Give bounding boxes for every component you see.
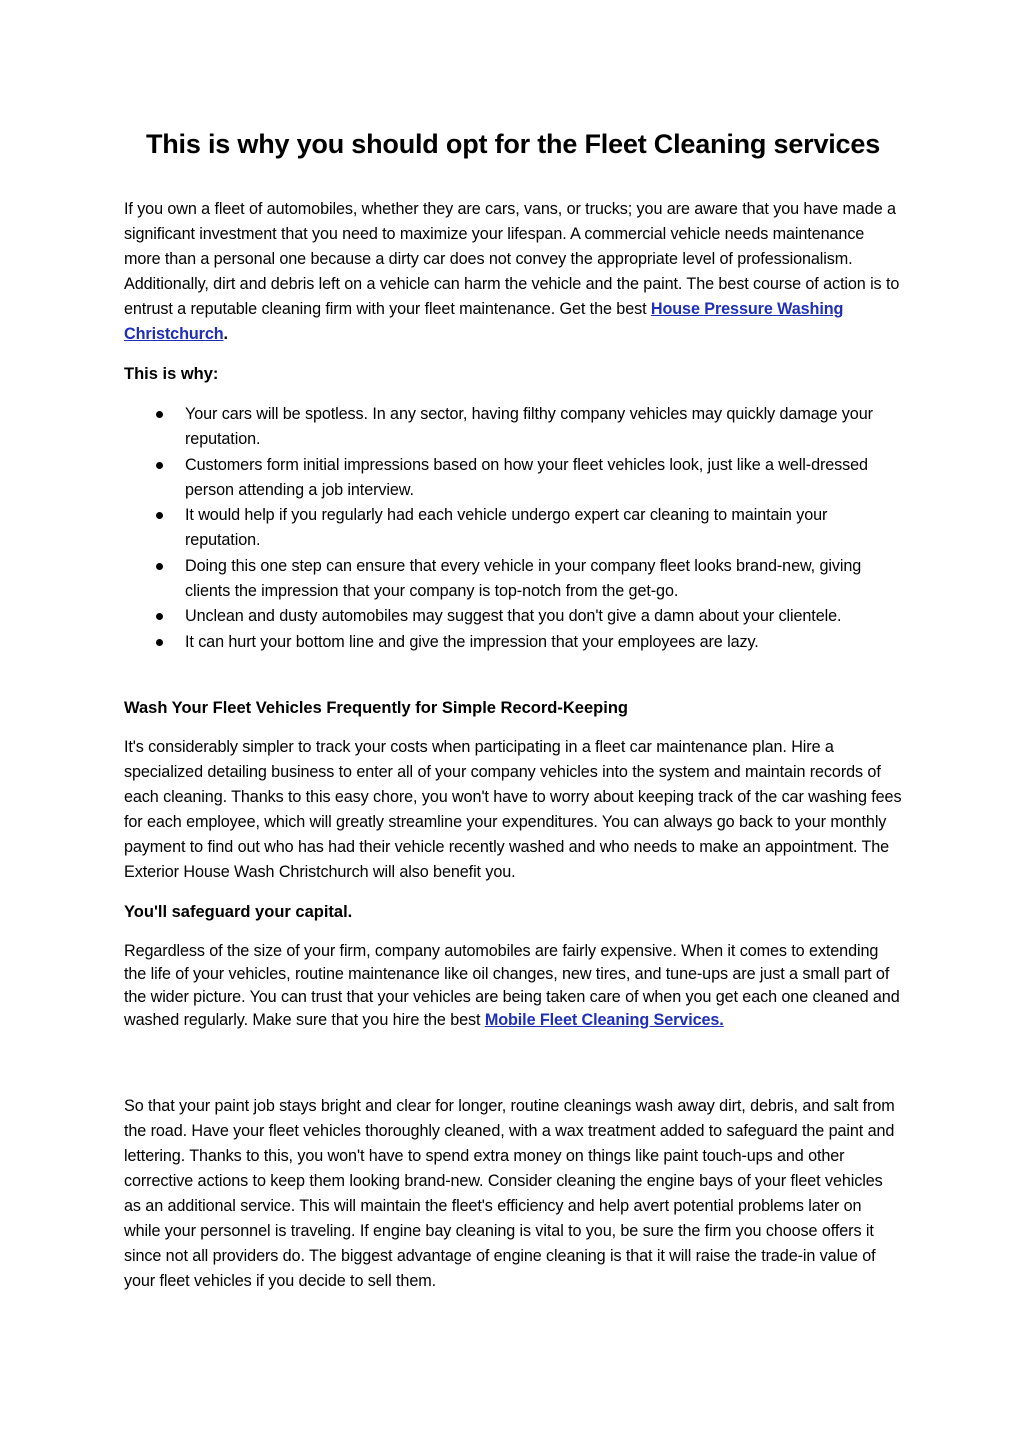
- paint-paragraph: So that your paint job stays bright and clear for longer, routine cleanings wash away dirt, debris, and salt from the road. Have your fleet vehicles thoroughly cleaned, with a wax treatment added to safeguard the paint and lettering. Thanks to this, you won't have to spend extra money on things like paint touch-ups and other corrective actions to keep them looking brand-new. Consider cleaning the engine bays of your fleet vehicles as an additional service. This will maintain the fleet's efficiency and help avert potential problems later on while your personnel is traveling. If engine bay cleaning is vital to you, be sure the firm you choose offers it since not all providers do. The biggest advantage of engine cleaning is that it will raise the trade-in value of your fleet vehicles if you decide to sell them.: [124, 1097, 895, 1290]
- intro-suffix: .: [223, 325, 228, 343]
- list-item: [124, 503, 902, 554]
- page-title: This is why you should opt for the Fleet Cleaning services: [145, 129, 881, 159]
- bullet-text: Doing this one step can ensure that every vehicle in your company fleet looks brand-new, giving clients the impression that your company is top-notch from the get-go.: [185, 556, 862, 601]
- record-keeping-paragraph: It's considerably simpler to track your costs when participating in a fleet car maintenance plan. Hire a specialized detailing business to enter all of your company vehicles into the system and maintain records of each cleaning. Thanks to this easy chore, you won't have to worry about keeping track of the car washing fees for each employee, which will greatly streamline your expenditures. You can always go back to your monthly payment to find out who has had their vehicle recently washed and who needs to make an appointment. The Exterior House Wash Christchurch will also benefit you.: [124, 738, 902, 881]
- bullet-icon: [156, 563, 163, 570]
- bullet-text: It can hurt your bottom line and give the impression that your employees are lazy.: [185, 632, 759, 651]
- house-pressure-washing-link[interactable]: House Pressure Washing Christchurch: [124, 300, 844, 343]
- bullet-icon: [156, 639, 163, 646]
- list-item: [124, 554, 902, 605]
- list-item: [124, 604, 902, 629]
- intro-text: If you own a fleet of automobiles, whether they are cars, vans, or trucks; you are aware that you have made a significant investment that you need to maximize your lifespan. A commercial vehicle needs maintenance more than a personal one because a dirty car does not convey the appropriate level of professionalism. Additionally, dirt and debris left on a vehicle can harm the vehicle and the paint. The best course of action is to entrust a reputable cleaning firm with your fleet maintenance. Get the best: [124, 200, 900, 318]
- why-heading: This is why:: [124, 365, 219, 383]
- intro-paragraph: [124, 197, 902, 347]
- list-item: [124, 402, 902, 453]
- why-bullet-list: [124, 402, 902, 655]
- mobile-fleet-cleaning-link[interactable]: Mobile Fleet Cleaning Services.: [484, 1011, 724, 1029]
- bullet-icon: [156, 613, 163, 620]
- capital-heading: You'll safeguard your capital.: [124, 903, 353, 921]
- capital-text: Regardless of the size of your firm, company automobiles are fairly expensive. When it comes to extending the life of your vehicles, routine maintenance like oil changes, new tires, and tune-ups are just a small part of the wider picture. You can trust that your vehicles are being taken care of when you get each one cleaned and washed regularly. Make sure that you hire the best: [124, 942, 900, 1029]
- bullet-icon: [156, 512, 163, 519]
- bullet-text: It would help if you regularly had each vehicle undergo expert car cleaning to maintain your reputation.: [185, 506, 828, 550]
- capital-paragraph: [124, 940, 902, 1032]
- bullet-text: Unclean and dusty automobiles may suggest that you don't give a damn about your clientele.: [185, 607, 842, 626]
- list-item: [124, 453, 902, 504]
- bullet-text: Customers form initial impressions based on how your fleet vehicles look, just like a well-dressed person attending a job interview.: [185, 455, 868, 499]
- bullet-icon: [156, 462, 163, 469]
- record-keeping-heading: Wash Your Fleet Vehicles Frequently for Simple Record-Keeping: [124, 699, 628, 717]
- list-item: [124, 630, 902, 655]
- bullet-text: Your cars will be spotless. In any sector, having filthy company vehicles may quickly damage your reputation.: [185, 405, 873, 449]
- bullet-icon: [156, 411, 163, 418]
